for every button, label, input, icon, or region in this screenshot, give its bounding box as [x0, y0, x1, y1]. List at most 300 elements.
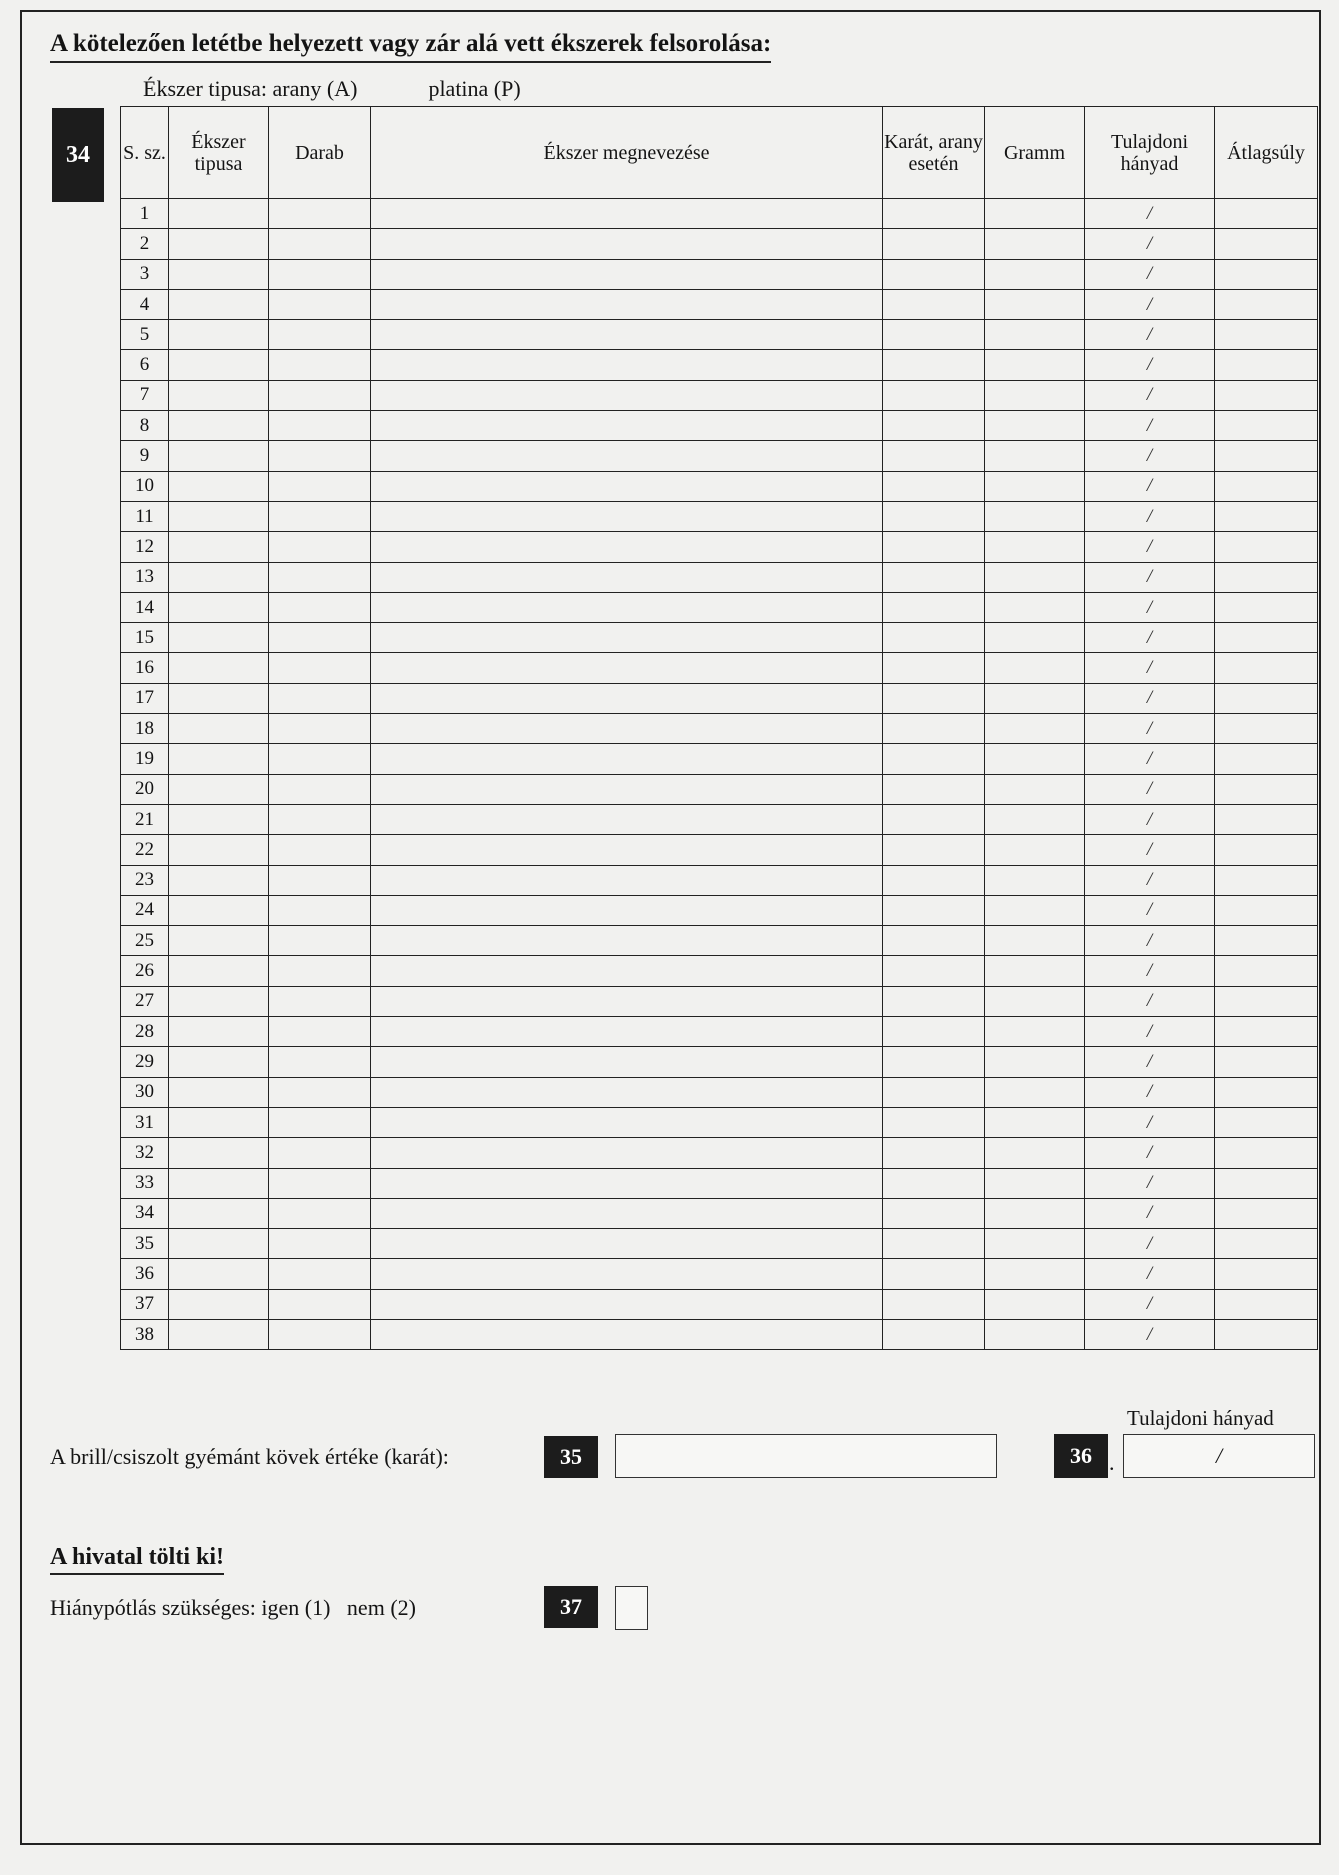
cell-share[interactable]: /	[1085, 562, 1215, 592]
row-number: 1	[121, 199, 169, 229]
cell-share[interactable]: /	[1085, 895, 1215, 925]
cell-name[interactable]	[371, 229, 883, 259]
table-row	[121, 714, 1318, 744]
cell-carat[interactable]	[883, 1259, 985, 1289]
cell-jewel-type[interactable]	[169, 562, 269, 592]
cell-count[interactable]	[269, 744, 371, 774]
cell-avg-weight[interactable]	[1215, 1077, 1318, 1107]
cell-avg-weight[interactable]	[1215, 1138, 1318, 1168]
cell-count[interactable]	[269, 865, 371, 895]
cell-count[interactable]	[269, 1138, 371, 1168]
cell-name[interactable]	[371, 1017, 883, 1047]
cell-carat[interactable]	[883, 259, 985, 289]
cell-carat[interactable]	[883, 1077, 985, 1107]
table-row	[121, 501, 1318, 531]
cell-share[interactable]: /	[1085, 714, 1215, 744]
cell-avg-weight[interactable]	[1215, 1259, 1318, 1289]
cell-share[interactable]: /	[1085, 1107, 1215, 1137]
cell-share[interactable]: /	[1085, 259, 1215, 289]
cell-gram[interactable]	[985, 1168, 1085, 1198]
cell-avg-weight[interactable]	[1215, 926, 1318, 956]
cell-gram[interactable]	[985, 380, 1085, 410]
cell-share[interactable]: /	[1085, 1229, 1215, 1259]
cell-count[interactable]	[269, 199, 371, 229]
cell-jewel-type[interactable]	[169, 501, 269, 531]
cell-share[interactable]: /	[1085, 1077, 1215, 1107]
cell-jewel-type[interactable]	[169, 229, 269, 259]
cell-avg-weight[interactable]	[1215, 1198, 1318, 1228]
cell-avg-weight[interactable]	[1215, 562, 1318, 592]
cell-count[interactable]	[269, 835, 371, 865]
cell-carat[interactable]	[883, 1138, 985, 1168]
cell-carat[interactable]	[883, 1229, 985, 1259]
cell-jewel-type[interactable]	[169, 744, 269, 774]
cell-carat[interactable]	[883, 1198, 985, 1228]
cell-jewel-type[interactable]	[169, 1138, 269, 1168]
cell-avg-weight[interactable]	[1215, 289, 1318, 319]
table-row	[121, 320, 1318, 350]
row-number: 12	[121, 532, 169, 562]
cell-share[interactable]: /	[1085, 320, 1215, 350]
cell-avg-weight[interactable]	[1215, 804, 1318, 834]
cell-count[interactable]	[269, 562, 371, 592]
cell-gram[interactable]	[985, 986, 1085, 1016]
cell-carat[interactable]	[883, 683, 985, 713]
cell-name[interactable]	[371, 926, 883, 956]
cell-carat[interactable]	[883, 623, 985, 653]
field-number-35: 35	[544, 1436, 598, 1478]
cell-avg-weight[interactable]	[1215, 350, 1318, 380]
cell-jewel-type[interactable]	[169, 774, 269, 804]
cell-count[interactable]	[269, 623, 371, 653]
cell-carat[interactable]	[883, 441, 985, 471]
cell-jewel-type[interactable]	[169, 683, 269, 713]
table-row	[121, 1077, 1318, 1107]
table-row	[121, 774, 1318, 804]
cell-count[interactable]	[269, 289, 371, 319]
cell-name[interactable]	[371, 804, 883, 834]
cell-gram[interactable]	[985, 1107, 1085, 1137]
cell-carat[interactable]	[883, 562, 985, 592]
table-row	[121, 1017, 1318, 1047]
diamond-value-field[interactable]	[615, 1434, 997, 1478]
cell-gram[interactable]	[985, 1229, 1085, 1259]
cell-avg-weight[interactable]	[1215, 411, 1318, 441]
cell-count[interactable]	[269, 1168, 371, 1198]
cell-share[interactable]: /	[1085, 380, 1215, 410]
cell-count[interactable]	[269, 683, 371, 713]
header-name: Ékszer megnevezése	[371, 107, 883, 199]
cell-count[interactable]	[269, 1017, 371, 1047]
cell-name[interactable]	[371, 1138, 883, 1168]
cell-share[interactable]: /	[1085, 683, 1215, 713]
cell-gram[interactable]	[985, 259, 1085, 289]
cell-jewel-type[interactable]	[169, 986, 269, 1016]
cell-count[interactable]	[269, 441, 371, 471]
cell-name[interactable]	[371, 411, 883, 441]
cell-share[interactable]: /	[1085, 532, 1215, 562]
cell-count[interactable]	[269, 1259, 371, 1289]
row-number: 36	[121, 1259, 169, 1289]
cell-share[interactable]: /	[1085, 1289, 1215, 1319]
cell-avg-weight[interactable]	[1215, 259, 1318, 289]
cell-jewel-type[interactable]	[169, 1289, 269, 1319]
cell-count[interactable]	[269, 532, 371, 562]
cell-name[interactable]	[371, 1168, 883, 1198]
cell-gram[interactable]	[985, 744, 1085, 774]
cell-gram[interactable]	[985, 835, 1085, 865]
cell-jewel-type[interactable]	[169, 1319, 269, 1349]
cell-gram[interactable]	[985, 1077, 1085, 1107]
cell-gram[interactable]	[985, 1289, 1085, 1319]
cell-name[interactable]	[371, 380, 883, 410]
cell-name[interactable]	[371, 289, 883, 319]
cell-avg-weight[interactable]	[1215, 956, 1318, 986]
cell-name[interactable]	[371, 1047, 883, 1077]
cell-count[interactable]	[269, 1107, 371, 1137]
diamond-value-label: A brill/csiszolt gyémánt kövek értéke (karát):	[50, 1444, 449, 1469]
cell-jewel-type[interactable]	[169, 532, 269, 562]
cell-carat[interactable]	[883, 380, 985, 410]
cell-gram[interactable]	[985, 471, 1085, 501]
cell-share[interactable]: /	[1085, 835, 1215, 865]
cell-share[interactable]: /	[1085, 441, 1215, 471]
cell-avg-weight[interactable]	[1215, 471, 1318, 501]
cell-count[interactable]	[269, 259, 371, 289]
cell-carat[interactable]	[883, 744, 985, 774]
cell-share[interactable]: /	[1085, 1259, 1215, 1289]
cell-carat[interactable]	[883, 865, 985, 895]
share-label: Tulajdoni hányad	[1127, 1406, 1274, 1430]
cell-jewel-type[interactable]	[169, 865, 269, 895]
cell-avg-weight[interactable]	[1215, 441, 1318, 471]
cell-count[interactable]	[269, 986, 371, 1016]
header-jewel-type: Ékszer tipusa	[169, 107, 269, 199]
cell-gram[interactable]	[985, 956, 1085, 986]
cell-share[interactable]: /	[1085, 1138, 1215, 1168]
cell-gram[interactable]	[985, 1047, 1085, 1077]
cell-share[interactable]: /	[1085, 411, 1215, 441]
cell-carat[interactable]	[883, 471, 985, 501]
cell-avg-weight[interactable]	[1215, 1319, 1318, 1349]
table-row	[121, 835, 1318, 865]
supplement-checkbox[interactable]	[615, 1586, 648, 1630]
cell-count[interactable]	[269, 714, 371, 744]
cell-jewel-type[interactable]	[169, 1047, 269, 1077]
header-avg-weight: Átlagsúly	[1215, 107, 1318, 199]
cell-carat[interactable]	[883, 926, 985, 956]
cell-jewel-type[interactable]	[169, 259, 269, 289]
cell-jewel-type[interactable]	[169, 199, 269, 229]
cell-jewel-type[interactable]	[169, 1229, 269, 1259]
cell-share[interactable]: /	[1085, 1047, 1215, 1077]
cell-gram[interactable]	[985, 1138, 1085, 1168]
cell-gram[interactable]	[985, 683, 1085, 713]
cell-name[interactable]	[371, 653, 883, 683]
cell-jewel-type[interactable]	[169, 289, 269, 319]
cell-jewel-type[interactable]	[169, 653, 269, 683]
jewel-type-platinum: platina (P)	[428, 76, 521, 101]
cell-name[interactable]	[371, 1229, 883, 1259]
cell-carat[interactable]	[883, 1289, 985, 1319]
cell-carat[interactable]	[883, 501, 985, 531]
cell-count[interactable]	[269, 1198, 371, 1228]
cell-name[interactable]	[371, 441, 883, 471]
cell-jewel-type[interactable]	[169, 411, 269, 441]
row-number: 22	[121, 835, 169, 865]
cell-name[interactable]	[371, 683, 883, 713]
cell-count[interactable]	[269, 895, 371, 925]
cell-name[interactable]	[371, 744, 883, 774]
cell-carat[interactable]	[883, 1319, 985, 1349]
cell-name[interactable]	[371, 986, 883, 1016]
cell-jewel-type[interactable]	[169, 471, 269, 501]
cell-avg-weight[interactable]	[1215, 1017, 1318, 1047]
cell-avg-weight[interactable]	[1215, 895, 1318, 925]
table-body	[121, 199, 1318, 1350]
cell-avg-weight[interactable]	[1215, 199, 1318, 229]
cell-jewel-type[interactable]	[169, 835, 269, 865]
cell-avg-weight[interactable]	[1215, 532, 1318, 562]
row-number: 23	[121, 865, 169, 895]
cell-name[interactable]	[371, 259, 883, 289]
cell-avg-weight[interactable]	[1215, 623, 1318, 653]
cell-name[interactable]	[371, 320, 883, 350]
cell-carat[interactable]	[883, 1047, 985, 1077]
cell-count[interactable]	[269, 350, 371, 380]
cell-carat[interactable]	[883, 350, 985, 380]
cell-gram[interactable]	[985, 1319, 1085, 1349]
cell-share[interactable]: /	[1085, 289, 1215, 319]
cell-gram[interactable]	[985, 865, 1085, 895]
cell-count[interactable]	[269, 320, 371, 350]
cell-carat[interactable]	[883, 714, 985, 744]
table-row	[121, 956, 1318, 986]
cell-share[interactable]: /	[1085, 229, 1215, 259]
cell-name[interactable]	[371, 1289, 883, 1319]
cell-name[interactable]	[371, 956, 883, 986]
cell-share[interactable]: /	[1085, 926, 1215, 956]
cell-carat[interactable]	[883, 835, 985, 865]
cell-share[interactable]: /	[1085, 471, 1215, 501]
cell-avg-weight[interactable]	[1215, 714, 1318, 744]
cell-count[interactable]	[269, 592, 371, 622]
row-number: 17	[121, 683, 169, 713]
cell-avg-weight[interactable]	[1215, 229, 1318, 259]
cell-jewel-type[interactable]	[169, 380, 269, 410]
cell-share[interactable]: /	[1085, 774, 1215, 804]
cell-jewel-type[interactable]	[169, 1259, 269, 1289]
cell-gram[interactable]	[985, 320, 1085, 350]
cell-share[interactable]: /	[1085, 956, 1215, 986]
cell-jewel-type[interactable]	[169, 623, 269, 653]
cell-gram[interactable]	[985, 441, 1085, 471]
row-number: 15	[121, 623, 169, 653]
cell-gram[interactable]	[985, 350, 1085, 380]
cell-gram[interactable]	[985, 289, 1085, 319]
cell-count[interactable]	[269, 1077, 371, 1107]
row-number: 10	[121, 471, 169, 501]
cell-count[interactable]	[269, 1319, 371, 1349]
cell-gram[interactable]	[985, 653, 1085, 683]
cell-share[interactable]: /	[1085, 501, 1215, 531]
cell-jewel-type[interactable]	[169, 1107, 269, 1137]
table-row	[121, 199, 1318, 229]
cell-jewel-type[interactable]	[169, 926, 269, 956]
cell-avg-weight[interactable]	[1215, 380, 1318, 410]
cell-name[interactable]	[371, 774, 883, 804]
cell-gram[interactable]	[985, 562, 1085, 592]
cell-share[interactable]: /	[1085, 1319, 1215, 1349]
cell-count[interactable]	[269, 926, 371, 956]
cell-count[interactable]	[269, 411, 371, 441]
cell-avg-weight[interactable]	[1215, 592, 1318, 622]
cell-name[interactable]	[371, 592, 883, 622]
cell-count[interactable]	[269, 653, 371, 683]
cell-avg-weight[interactable]	[1215, 1107, 1318, 1137]
cell-count[interactable]	[269, 229, 371, 259]
cell-jewel-type[interactable]	[169, 592, 269, 622]
cell-count[interactable]	[269, 774, 371, 804]
cell-jewel-type[interactable]	[169, 1017, 269, 1047]
cell-gram[interactable]	[985, 1259, 1085, 1289]
cell-share[interactable]: /	[1085, 1017, 1215, 1047]
cell-share[interactable]: /	[1085, 592, 1215, 622]
cell-gram[interactable]	[985, 592, 1085, 622]
cell-name[interactable]	[371, 532, 883, 562]
cell-name[interactable]	[371, 1198, 883, 1228]
cell-count[interactable]	[269, 380, 371, 410]
cell-name[interactable]	[371, 471, 883, 501]
cell-share[interactable]: /	[1085, 623, 1215, 653]
cell-avg-weight[interactable]	[1215, 744, 1318, 774]
cell-carat[interactable]	[883, 804, 985, 834]
cell-gram[interactable]	[985, 1198, 1085, 1228]
cell-jewel-type[interactable]	[169, 714, 269, 744]
cell-jewel-type[interactable]	[169, 350, 269, 380]
cell-avg-weight[interactable]	[1215, 1168, 1318, 1198]
cell-jewel-type[interactable]	[169, 804, 269, 834]
cell-name[interactable]	[371, 350, 883, 380]
cell-share[interactable]: /	[1085, 744, 1215, 774]
cell-jewel-type[interactable]	[169, 1077, 269, 1107]
cell-share[interactable]: /	[1085, 986, 1215, 1016]
cell-name[interactable]	[371, 501, 883, 531]
cell-jewel-type[interactable]	[169, 956, 269, 986]
cell-share[interactable]: /	[1085, 804, 1215, 834]
row-number: 20	[121, 774, 169, 804]
cell-avg-weight[interactable]	[1215, 653, 1318, 683]
cell-carat[interactable]	[883, 532, 985, 562]
cell-count[interactable]	[269, 1047, 371, 1077]
cell-name[interactable]	[371, 1319, 883, 1349]
cell-avg-weight[interactable]	[1215, 835, 1318, 865]
cell-carat[interactable]	[883, 895, 985, 925]
cell-gram[interactable]	[985, 774, 1085, 804]
cell-carat[interactable]	[883, 986, 985, 1016]
cell-avg-weight[interactable]	[1215, 320, 1318, 350]
cell-name[interactable]	[371, 1107, 883, 1137]
cell-carat[interactable]	[883, 653, 985, 683]
cell-name[interactable]	[371, 1259, 883, 1289]
cell-name[interactable]	[371, 562, 883, 592]
cell-share[interactable]: /	[1085, 199, 1215, 229]
cell-jewel-type[interactable]	[169, 320, 269, 350]
cell-gram[interactable]	[985, 714, 1085, 744]
cell-carat[interactable]	[883, 1168, 985, 1198]
cell-count[interactable]	[269, 804, 371, 834]
diamond-share-field[interactable]: /	[1123, 1434, 1315, 1478]
cell-gram[interactable]	[985, 199, 1085, 229]
cell-avg-weight[interactable]	[1215, 1047, 1318, 1077]
cell-jewel-type[interactable]	[169, 1168, 269, 1198]
cell-count[interactable]	[269, 501, 371, 531]
row-number: 13	[121, 562, 169, 592]
table-row	[121, 562, 1318, 592]
cell-carat[interactable]	[883, 229, 985, 259]
cell-avg-weight[interactable]	[1215, 1289, 1318, 1319]
cell-avg-weight[interactable]	[1215, 774, 1318, 804]
cell-carat[interactable]	[883, 1017, 985, 1047]
cell-jewel-type[interactable]	[169, 895, 269, 925]
cell-gram[interactable]	[985, 229, 1085, 259]
cell-gram[interactable]	[985, 804, 1085, 834]
header-gram: Gramm	[985, 107, 1085, 199]
cell-name[interactable]	[371, 895, 883, 925]
cell-count[interactable]	[269, 1229, 371, 1259]
cell-carat[interactable]	[883, 956, 985, 986]
cell-carat[interactable]	[883, 411, 985, 441]
cell-gram[interactable]	[985, 926, 1085, 956]
cell-share[interactable]: /	[1085, 1198, 1215, 1228]
cell-carat[interactable]	[883, 320, 985, 350]
cell-count[interactable]	[269, 471, 371, 501]
cell-gram[interactable]	[985, 623, 1085, 653]
cell-name[interactable]	[371, 714, 883, 744]
cell-count[interactable]	[269, 1289, 371, 1319]
cell-share[interactable]: /	[1085, 865, 1215, 895]
cell-name[interactable]	[371, 199, 883, 229]
cell-name[interactable]	[371, 1077, 883, 1107]
cell-avg-weight[interactable]	[1215, 1229, 1318, 1259]
cell-gram[interactable]	[985, 411, 1085, 441]
cell-avg-weight[interactable]	[1215, 986, 1318, 1016]
jewel-type-gold: arany (A)	[272, 76, 358, 101]
cell-share[interactable]: /	[1085, 350, 1215, 380]
cell-avg-weight[interactable]	[1215, 501, 1318, 531]
cell-carat[interactable]	[883, 592, 985, 622]
cell-carat[interactable]	[883, 199, 985, 229]
cell-jewel-type[interactable]	[169, 1198, 269, 1228]
cell-carat[interactable]	[883, 1107, 985, 1137]
cell-carat[interactable]	[883, 289, 985, 319]
cell-gram[interactable]	[985, 895, 1085, 925]
cell-avg-weight[interactable]	[1215, 683, 1318, 713]
cell-avg-weight[interactable]	[1215, 865, 1318, 895]
cell-name[interactable]	[371, 835, 883, 865]
cell-name[interactable]	[371, 865, 883, 895]
table-row	[121, 623, 1318, 653]
cell-count[interactable]	[269, 956, 371, 986]
cell-gram[interactable]	[985, 532, 1085, 562]
cell-carat[interactable]	[883, 774, 985, 804]
cell-gram[interactable]	[985, 1017, 1085, 1047]
cell-gram[interactable]	[985, 501, 1085, 531]
cell-share[interactable]: /	[1085, 653, 1215, 683]
cell-share[interactable]: /	[1085, 1168, 1215, 1198]
cell-jewel-type[interactable]	[169, 441, 269, 471]
cell-name[interactable]	[371, 623, 883, 653]
